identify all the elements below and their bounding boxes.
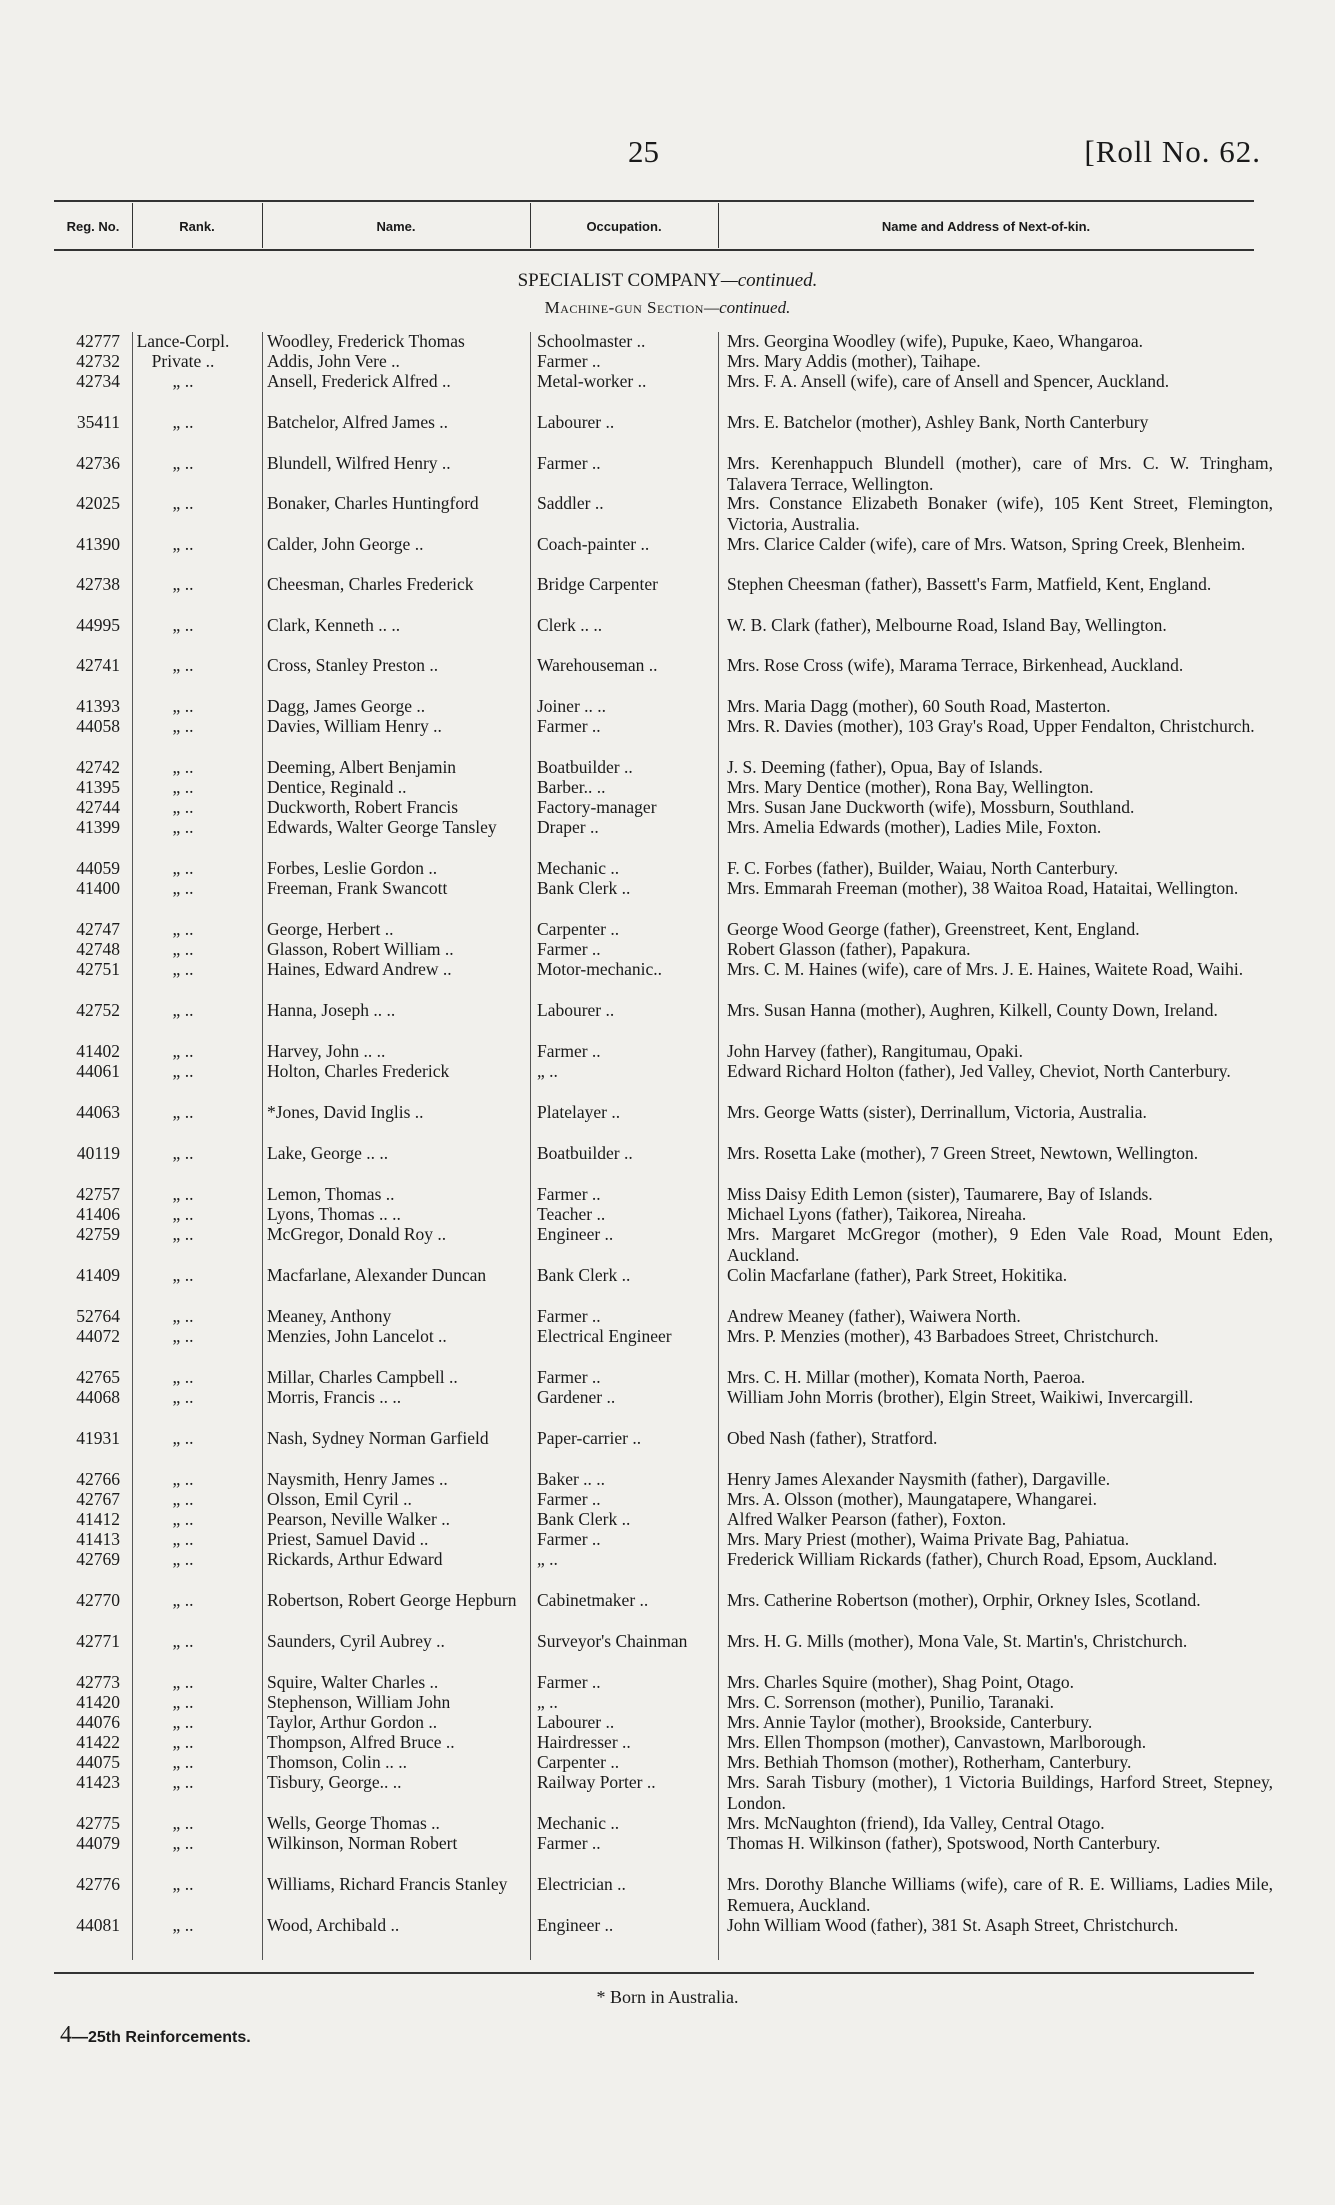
- next-of-kin-cell: Mrs. Margaret McGregor (mother), 9 Eden Vale Road, Mount Eden, Auckland.: [727, 1224, 1273, 1265]
- reg-no-cell: 41423: [76, 1772, 120, 1792]
- occupation-cell: „ ..: [537, 1061, 558, 1081]
- next-of-kin-cell: Mrs. Mary Priest (mother), Waima Private Bag, Pahiatua.: [727, 1529, 1130, 1549]
- occupation-cell: Engineer ..: [537, 1224, 614, 1244]
- reg-no-cell: 42765: [76, 1367, 120, 1387]
- name-cell: Rickards, Arthur Edward: [267, 1549, 443, 1569]
- name-cell: Wood, Archibald ..: [267, 1915, 400, 1935]
- rank-cell: „ ..: [172, 1752, 194, 1772]
- next-of-kin-cell: Michael Lyons (father), Taikorea, Nireaha.: [727, 1204, 1027, 1224]
- reg-no-cell: 44076: [76, 1712, 120, 1732]
- next-of-kin-cell: Robert Glasson (father), Papakura.: [727, 939, 971, 959]
- occupation-cell: Schoolmaster ..: [537, 331, 646, 351]
- name-cell: Naysmith, Henry James ..: [267, 1469, 448, 1489]
- name-cell: Cheesman, Charles Frederick: [267, 574, 474, 594]
- occupation-cell: Gardener ..: [537, 1387, 616, 1407]
- rank-cell: „ ..: [172, 1367, 194, 1387]
- name-cell: Bonaker, Charles Huntingford: [267, 493, 479, 513]
- next-of-kin-cell: Mrs. McNaughton (friend), Ida Valley, Central Otago.: [727, 1813, 1105, 1833]
- name-cell: McGregor, Donald Roy ..: [267, 1224, 447, 1244]
- rank-cell: „ ..: [172, 1915, 194, 1935]
- occupation-cell: Farmer ..: [537, 939, 601, 959]
- reg-no-cell: 42769: [76, 1549, 120, 1569]
- rank-cell: „ ..: [172, 493, 194, 513]
- occupation-cell: Bridge Carpenter: [537, 574, 658, 594]
- name-cell: Pearson, Neville Walker ..: [267, 1509, 450, 1529]
- reg-no-cell: 44081: [76, 1915, 120, 1935]
- next-of-kin-cell: Mrs. Mary Dentice (mother), Rona Bay, Wellington.: [727, 777, 1094, 797]
- rank-cell: „ ..: [172, 1000, 194, 1020]
- reg-no-cell: 44075: [76, 1752, 120, 1772]
- occupation-cell: Farmer ..: [537, 1184, 601, 1204]
- reg-no-cell: 44079: [76, 1833, 120, 1853]
- occupation-cell: Mechanic ..: [537, 1813, 620, 1833]
- occupation-cell: Boatbuilder ..: [537, 757, 633, 777]
- name-cell: Lake, George .. ..: [267, 1143, 389, 1163]
- header-name: Name.: [376, 219, 416, 234]
- name-cell: Woodley, Frederick Thomas: [267, 331, 465, 351]
- reg-no-cell: 42742: [76, 757, 120, 777]
- occupation-cell: Hairdresser ..: [537, 1732, 631, 1752]
- occupation-cell: Labourer ..: [537, 412, 615, 432]
- name-cell: Olsson, Emil Cyril ..: [267, 1489, 412, 1509]
- reg-no-cell: 42734: [76, 371, 120, 391]
- next-of-kin-cell: J. S. Deeming (father), Opua, Bay of Islands.: [727, 757, 1043, 777]
- reg-no-cell: 42767: [76, 1489, 120, 1509]
- page-number: 25: [628, 134, 659, 169]
- rank-cell: „ ..: [172, 574, 194, 594]
- name-cell: Taylor, Arthur Gordon ..: [267, 1712, 438, 1732]
- occupation-cell: Farmer ..: [537, 1367, 601, 1387]
- name-cell: Lemon, Thomas ..: [267, 1184, 395, 1204]
- next-of-kin-cell: Alfred Walker Pearson (father), Foxton.: [727, 1509, 1007, 1529]
- next-of-kin-cell: Miss Daisy Edith Lemon (sister), Taumarere, Bay of Islands.: [727, 1184, 1153, 1204]
- reg-no-cell: 42759: [76, 1224, 120, 1244]
- occupation-cell: Factory-manager: [537, 797, 657, 817]
- rank-cell: „ ..: [172, 1326, 194, 1346]
- name-cell: Addis, John Vere ..: [267, 351, 400, 371]
- next-of-kin-cell: Mrs. George Watts (sister), Derrinallum, Victoria, Australia.: [727, 1102, 1147, 1122]
- reg-no-cell: 42777: [76, 331, 120, 351]
- occupation-cell: „ ..: [537, 1549, 558, 1569]
- name-cell: Deeming, Albert Benjamin: [267, 757, 457, 777]
- occupation-cell: Electrician ..: [537, 1874, 626, 1894]
- rank-cell: „ ..: [172, 696, 194, 716]
- next-of-kin-cell: Mrs. Annie Taylor (mother), Brookside, Canterbury.: [727, 1712, 1093, 1732]
- next-of-kin-cell: Mrs. A. Olsson (mother), Maungatapere, Whangarei.: [727, 1489, 1097, 1509]
- next-of-kin-cell: William John Morris (brother), Elgin Street, Waikiwi, Invercargill.: [727, 1387, 1194, 1407]
- rank-cell: „ ..: [172, 939, 194, 959]
- occupation-cell: Motor-mechanic..: [537, 959, 663, 979]
- name-cell: Williams, Richard Francis Stanley: [267, 1874, 508, 1894]
- reg-no-cell: 41393: [76, 696, 120, 716]
- rank-cell: „ ..: [172, 1712, 194, 1732]
- occupation-cell: Clerk .. ..: [537, 615, 603, 635]
- rank-cell: „ ..: [172, 1672, 194, 1692]
- next-of-kin-cell: Mrs. Georgina Woodley (wife), Pupuke, Kaeo, Whangaroa.: [727, 331, 1144, 351]
- name-cell: Haines, Edward Andrew ..: [267, 959, 452, 979]
- rank-cell: „ ..: [172, 1306, 194, 1326]
- occupation-cell: Paper-carrier ..: [537, 1428, 642, 1448]
- sub-title-suffix: —continued.: [703, 298, 791, 317]
- rank-cell: „ ..: [172, 919, 194, 939]
- rank-cell: „ ..: [172, 1489, 194, 1509]
- name-cell: Ansell, Frederick Alfred ..: [267, 371, 451, 391]
- next-of-kin-cell: Andrew Meaney (father), Waiwera North.: [727, 1306, 1021, 1326]
- name-cell: Dentice, Reginald ..: [267, 777, 407, 797]
- occupation-cell: „ ..: [537, 1692, 558, 1712]
- next-of-kin-cell: Colin Macfarlane (father), Park Street, Hokitika.: [727, 1265, 1068, 1285]
- next-of-kin-cell: Mrs. H. G. Mills (mother), Mona Vale, St. Martin's, Christchurch.: [727, 1631, 1188, 1651]
- rank-cell: Lance-Corpl.: [136, 331, 230, 351]
- reg-no-cell: 41420: [76, 1692, 120, 1712]
- rank-cell: „ ..: [172, 959, 194, 979]
- occupation-cell: Carpenter ..: [537, 1752, 620, 1772]
- reg-no-cell: 41402: [76, 1041, 120, 1061]
- reg-no-cell: 42738: [76, 574, 120, 594]
- occupation-cell: Cabinetmaker ..: [537, 1590, 649, 1610]
- reg-no-cell: 41412: [76, 1509, 120, 1529]
- next-of-kin-cell: Mrs. C. H. Millar (mother), Komata North, Paeroa.: [727, 1367, 1086, 1387]
- name-cell: Meaney, Anthony: [267, 1306, 392, 1326]
- reinforcements-note: [60, 2022, 251, 2049]
- next-of-kin-cell: F. C. Forbes (father), Builder, Waiau, North Canterbury.: [727, 858, 1119, 878]
- next-of-kin-cell: Mrs. Emmarah Freeman (mother), 38 Waitoa Road, Hataitai, Wellington.: [727, 878, 1239, 898]
- reg-no-cell: 41406: [76, 1204, 120, 1224]
- occupation-cell: Farmer ..: [537, 1306, 601, 1326]
- reg-no-cell: 41400: [76, 878, 120, 898]
- name-cell: Duckworth, Robert Francis: [267, 797, 459, 817]
- name-cell: Macfarlane, Alexander Duncan: [267, 1265, 487, 1285]
- rank-cell: „ ..: [172, 1143, 194, 1163]
- occupation-cell: Surveyor's Chainman: [537, 1631, 688, 1651]
- next-of-kin-cell: W. B. Clark (father), Melbourne Road, Island Bay, Wellington.: [727, 615, 1167, 635]
- occupation-cell: Boatbuilder ..: [537, 1143, 633, 1163]
- name-cell: Thompson, Alfred Bruce ..: [267, 1732, 455, 1752]
- reg-no-cell: 40119: [76, 1143, 120, 1163]
- reg-no-cell: 44072: [76, 1326, 120, 1346]
- next-of-kin-cell: Mrs. Catherine Robertson (mother), Orphir, Orkney Isles, Scotland.: [727, 1590, 1201, 1610]
- name-cell: Priest, Samuel David ..: [267, 1529, 429, 1549]
- occupation-cell: Mechanic ..: [537, 858, 620, 878]
- reg-no-cell: 42747: [76, 919, 120, 939]
- next-of-kin-cell: Mrs. C. M. Haines (wife), care of Mrs. J. E. Haines, Waitete Road, Waihi.: [727, 959, 1244, 979]
- name-cell: George, Herbert ..: [267, 919, 394, 939]
- next-of-kin-cell: Mrs. Rosetta Lake (mother), 7 Green Street, Newtown, Wellington.: [727, 1143, 1199, 1163]
- reg-no-cell: 42766: [76, 1469, 120, 1489]
- name-cell: Calder, John George ..: [267, 534, 424, 554]
- name-cell: Thomson, Colin .. ..: [267, 1752, 408, 1772]
- next-of-kin-cell: Mrs. Maria Dagg (mother), 60 South Road, Masterton.: [727, 696, 1111, 716]
- reg-no-cell: 44058: [76, 716, 120, 736]
- reg-no-cell: 42752: [76, 1000, 120, 1020]
- occupation-cell: Farmer ..: [537, 453, 601, 473]
- name-cell: Batchelor, Alfred James ..: [267, 412, 449, 432]
- name-cell: Holton, Charles Frederick: [267, 1061, 450, 1081]
- name-cell: Nash, Sydney Norman Garfield: [267, 1428, 489, 1448]
- rank-cell: „ ..: [172, 1184, 194, 1204]
- occupation-cell: Farmer ..: [537, 716, 601, 736]
- occupation-cell: Labourer ..: [537, 1000, 615, 1020]
- rank-cell: „ ..: [172, 817, 194, 837]
- occupation-cell: Saddler ..: [537, 493, 604, 513]
- occupation-cell: Farmer ..: [537, 1529, 601, 1549]
- next-of-kin-cell: Mrs. F. A. Ansell (wife), care of Ansell and Spencer, Auckland.: [727, 371, 1170, 391]
- reg-no-cell: 41409: [76, 1265, 120, 1285]
- reg-no-cell: 44059: [76, 858, 120, 878]
- occupation-cell: Farmer ..: [537, 1489, 601, 1509]
- reg-no-cell: 44995: [76, 615, 120, 635]
- reg-no-cell: 42736: [76, 453, 120, 473]
- name-cell: Menzies, John Lancelot ..: [267, 1326, 447, 1346]
- rank-cell: „ ..: [172, 1833, 194, 1853]
- next-of-kin-cell: Henry James Alexander Naysmith (father), Dargaville.: [727, 1469, 1111, 1489]
- next-of-kin-cell: John Harvey (father), Rangitumau, Opaki.: [727, 1041, 1023, 1061]
- rank-cell: „ ..: [172, 1590, 194, 1610]
- occupation-cell: Platelayer ..: [537, 1102, 621, 1122]
- name-cell: Robertson, Robert George Hepburn: [267, 1590, 517, 1610]
- next-of-kin-cell: Mrs. E. Batchelor (mother), Ashley Bank, North Canterbury: [727, 412, 1149, 432]
- next-of-kin-cell: Mrs. C. Sorrenson (mother), Punilio, Taranaki.: [727, 1692, 1055, 1712]
- header-occupation: Occupation.: [586, 219, 662, 234]
- name-cell: Davies, William Henry ..: [267, 716, 442, 736]
- name-cell: Harvey, John .. ..: [267, 1041, 386, 1061]
- next-of-kin-cell: Mrs. Bethiah Thomson (mother), Rotherham, Canterbury.: [727, 1752, 1132, 1772]
- name-cell: Glasson, Robert William ..: [267, 939, 454, 959]
- reg-no-cell: 41390: [76, 534, 120, 554]
- rank-cell: „ ..: [172, 797, 194, 817]
- rank-cell: „ ..: [172, 412, 194, 432]
- next-of-kin-cell: Obed Nash (father), Stratford.: [727, 1428, 938, 1448]
- occupation-cell: Metal-worker ..: [537, 371, 647, 391]
- next-of-kin-cell: Mrs. Dorothy Blanche Williams (wife), care of R. E. Williams, Ladies Mile, Remuera, Auckland.: [727, 1874, 1273, 1915]
- section-title-suffix: —continued.: [720, 270, 818, 291]
- next-of-kin-cell: Mrs. Mary Addis (mother), Taihape.: [727, 351, 981, 371]
- next-of-kin-cell: Stephen Cheesman (father), Bassett's Farm, Matfield, Kent, England.: [727, 574, 1212, 594]
- sub-title-text: Machine-gun Section: [544, 298, 704, 317]
- occupation-cell: Coach-painter ..: [537, 534, 650, 554]
- next-of-kin-cell: Mrs. Kerenhappuch Blundell (mother), care of Mrs. C. W. Tringham, Talavera Terrace, Wellington.: [727, 453, 1273, 494]
- rank-cell: Private ..: [151, 351, 215, 371]
- occupation-cell: Bank Clerk ..: [537, 878, 631, 898]
- next-of-kin-cell: Mrs. Clarice Calder (wife), care of Mrs. Watson, Spring Creek, Blenheim.: [727, 534, 1246, 554]
- occupation-cell: Warehouseman ..: [537, 655, 658, 675]
- rank-cell: „ ..: [172, 1692, 194, 1712]
- next-of-kin-cell: Mrs. Constance Elizabeth Bonaker (wife), 105 Kent Street, Flemington, Victoria, Australia.: [727, 493, 1273, 534]
- reg-no-cell: 42776: [76, 1874, 120, 1894]
- reg-no-cell: 44061: [76, 1061, 120, 1081]
- next-of-kin-cell: Mrs. Susan Hanna (mother), Aughren, Kilkell, County Down, Ireland.: [727, 1000, 1218, 1020]
- rank-cell: „ ..: [172, 878, 194, 898]
- reg-no-cell: 41422: [76, 1732, 120, 1752]
- reg-no-cell: 41399: [76, 817, 120, 837]
- name-cell: Clark, Kenneth .. ..: [267, 615, 401, 635]
- name-cell: Millar, Charles Campbell ..: [267, 1367, 458, 1387]
- next-of-kin-cell: Mrs. P. Menzies (mother), 43 Barbadoes Street, Christchurch.: [727, 1326, 1159, 1346]
- rank-cell: „ ..: [172, 534, 194, 554]
- rank-cell: „ ..: [172, 1224, 194, 1244]
- reinforcements-text: —25th Reinforcements.: [72, 2029, 251, 2046]
- occupation-cell: Farmer ..: [537, 1041, 601, 1061]
- next-of-kin-cell: Mrs. Charles Squire (mother), Shag Point, Otago.: [727, 1672, 1075, 1692]
- rank-cell: „ ..: [172, 1631, 194, 1651]
- rank-cell: „ ..: [172, 1061, 194, 1081]
- rank-cell: „ ..: [172, 1509, 194, 1529]
- occupation-cell: Teacher ..: [537, 1204, 606, 1224]
- reg-no-cell: 42770: [76, 1590, 120, 1610]
- reg-no-cell: 42744: [76, 797, 120, 817]
- name-cell: Freeman, Frank Swancott: [267, 878, 448, 898]
- occupation-cell: Joiner .. ..: [537, 696, 607, 716]
- name-cell: Dagg, James George ..: [267, 696, 426, 716]
- rank-cell: „ ..: [172, 453, 194, 473]
- name-cell: Wells, George Thomas ..: [267, 1813, 440, 1833]
- next-of-kin-cell: Frederick William Rickards (father), Church Road, Epsom, Auckland.: [727, 1549, 1218, 1569]
- rank-cell: „ ..: [172, 1772, 194, 1792]
- rank-cell: „ ..: [172, 1041, 194, 1061]
- next-of-kin-cell: Mrs. Amelia Edwards (mother), Ladies Mile, Foxton.: [727, 817, 1102, 837]
- header-rank: Rank.: [179, 219, 215, 234]
- rank-cell: „ ..: [172, 1529, 194, 1549]
- occupation-cell: Baker .. ..: [537, 1469, 606, 1489]
- occupation-cell: Bank Clerk ..: [537, 1509, 631, 1529]
- rank-cell: „ ..: [172, 1732, 194, 1752]
- name-cell: Wilkinson, Norman Robert: [267, 1833, 458, 1853]
- name-cell: Blundell, Wilfred Henry ..: [267, 453, 451, 473]
- rank-cell: „ ..: [172, 1265, 194, 1285]
- reg-no-cell: 41413: [76, 1529, 120, 1549]
- rank-cell: „ ..: [172, 858, 194, 878]
- roll-number: [Roll No. 62.: [1084, 134, 1261, 169]
- reg-no-cell: 42775: [76, 1813, 120, 1833]
- reg-no-cell: 41931: [76, 1428, 120, 1448]
- footnote: * Born in Australia.: [596, 1987, 739, 2007]
- rank-cell: „ ..: [172, 757, 194, 777]
- next-of-kin-cell: George Wood George (father), Greenstreet, Kent, England.: [727, 919, 1140, 939]
- occupation-cell: Farmer ..: [537, 351, 601, 371]
- rank-cell: „ ..: [172, 1428, 194, 1448]
- rank-cell: „ ..: [172, 1874, 194, 1894]
- name-cell: Saunders, Cyril Aubrey ..: [267, 1631, 445, 1651]
- name-cell: Lyons, Thomas .. ..: [267, 1204, 401, 1224]
- name-cell: Morris, Francis .. ..: [267, 1387, 402, 1407]
- name-cell: Cross, Stanley Preston ..: [267, 655, 439, 675]
- header-next-of-kin: Name and Address of Next-of-kin.: [881, 219, 1091, 234]
- occupation-cell: Farmer ..: [537, 1833, 601, 1853]
- occupation-cell: Railway Porter ..: [537, 1772, 656, 1792]
- rank-cell: „ ..: [172, 655, 194, 675]
- reg-no-cell: 42732: [76, 351, 120, 371]
- reinforcements-number: 4: [60, 2022, 72, 2048]
- rank-cell: „ ..: [172, 1469, 194, 1489]
- occupation-cell: Electrical Engineer: [537, 1326, 672, 1346]
- occupation-cell: Bank Clerk ..: [537, 1265, 631, 1285]
- next-of-kin-cell: Mrs. Ellen Thompson (mother), Canvastown, Marlborough.: [727, 1732, 1147, 1752]
- occupation-cell: Barber.. ..: [537, 777, 606, 797]
- reg-no-cell: 42771: [76, 1631, 120, 1651]
- name-cell: Squire, Walter Charles ..: [267, 1672, 439, 1692]
- rank-cell: „ ..: [172, 1102, 194, 1122]
- rank-cell: „ ..: [172, 1387, 194, 1407]
- rank-cell: „ ..: [172, 371, 194, 391]
- name-cell: Forbes, Leslie Gordon ..: [267, 858, 438, 878]
- rank-cell: „ ..: [172, 1549, 194, 1569]
- reg-no-cell: 52764: [76, 1306, 120, 1326]
- next-of-kin-cell: Thomas H. Wilkinson (father), Spotswood, North Canterbury.: [727, 1833, 1161, 1853]
- reg-no-cell: 42748: [76, 939, 120, 959]
- name-cell: Tisbury, George.. ..: [267, 1772, 402, 1792]
- reg-no-cell: 42025: [76, 493, 120, 513]
- occupation-cell: Draper ..: [537, 817, 599, 837]
- rank-cell: „ ..: [172, 716, 194, 736]
- reg-no-cell: 42773: [76, 1672, 120, 1692]
- next-of-kin-cell: Mrs. R. Davies (mother), 103 Gray's Road, Upper Fendalton, Christchurch.: [727, 716, 1255, 736]
- name-cell: Hanna, Joseph .. ..: [267, 1000, 396, 1020]
- next-of-kin-cell: John William Wood (father), 381 St. Asaph Street, Christchurch.: [727, 1915, 1179, 1935]
- reg-no-cell: 42751: [76, 959, 120, 979]
- reg-no-cell: 42741: [76, 655, 120, 675]
- header-reg-no: Reg. No.: [66, 219, 120, 234]
- occupation-cell: Labourer ..: [537, 1712, 615, 1732]
- occupation-cell: Carpenter ..: [537, 919, 620, 939]
- rank-cell: „ ..: [172, 1813, 194, 1833]
- name-cell: Edwards, Walter George Tansley: [267, 817, 497, 837]
- reg-no-cell: 35411: [76, 412, 120, 432]
- rank-cell: „ ..: [172, 1204, 194, 1224]
- name-cell: Stephenson, William John: [267, 1692, 451, 1712]
- name-cell: *Jones, David Inglis ..: [267, 1102, 424, 1122]
- section-title-text: SPECIALIST COMPANY: [517, 270, 721, 291]
- reg-no-cell: 41395: [76, 777, 120, 797]
- rank-cell: „ ..: [172, 615, 194, 635]
- rank-cell: „ ..: [172, 777, 194, 797]
- reg-no-cell: 44063: [76, 1102, 120, 1122]
- next-of-kin-cell: Mrs. Rose Cross (wife), Marama Terrace, Birkenhead, Auckland.: [727, 655, 1184, 675]
- next-of-kin-cell: Edward Richard Holton (father), Jed Valley, Cheviot, North Canterbury.: [727, 1061, 1231, 1081]
- occupation-cell: Farmer ..: [537, 1672, 601, 1692]
- reg-no-cell: 44068: [76, 1387, 120, 1407]
- occupation-cell: Engineer ..: [537, 1915, 614, 1935]
- table-bottom-rule: [54, 1972, 1254, 1974]
- next-of-kin-cell: Mrs. Sarah Tisbury (mother), 1 Victoria Buildings, Harford Street, Stepney, London.: [727, 1772, 1273, 1813]
- next-of-kin-cell: Mrs. Susan Jane Duckworth (wife), Mossburn, Southland.: [727, 797, 1135, 817]
- reg-no-cell: 42757: [76, 1184, 120, 1204]
